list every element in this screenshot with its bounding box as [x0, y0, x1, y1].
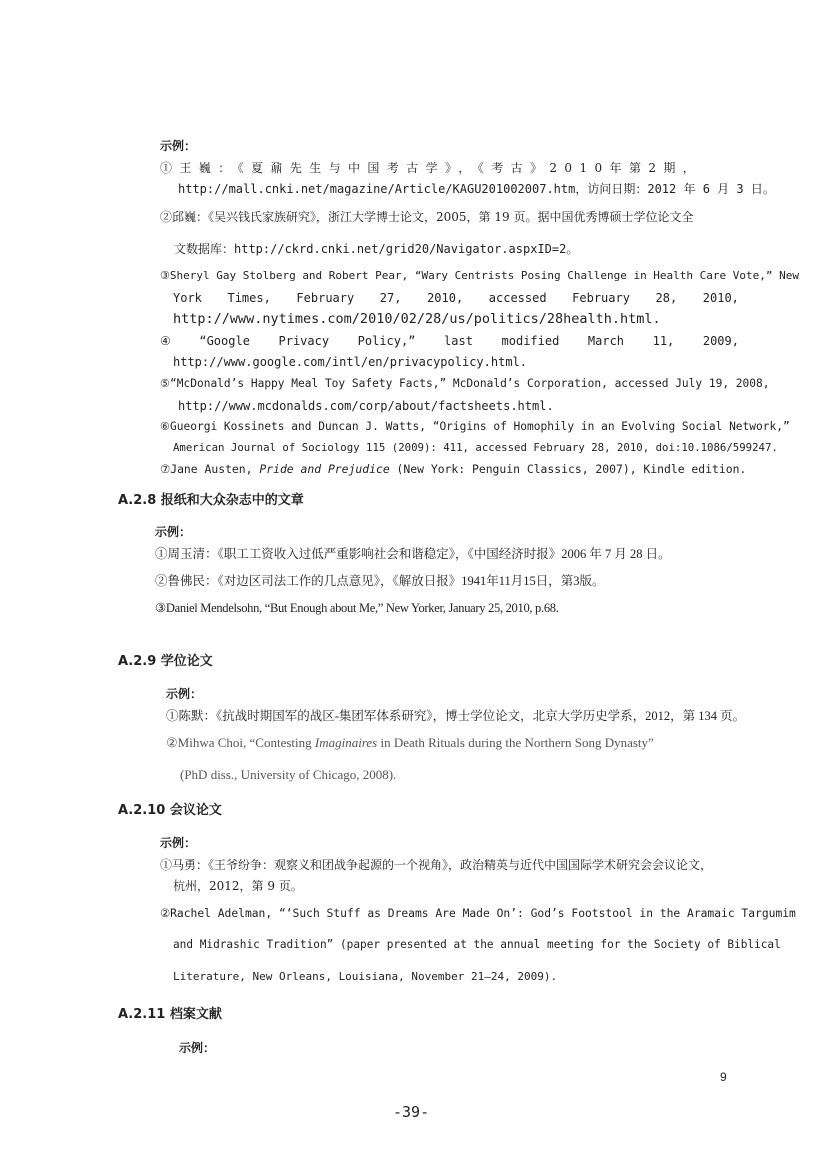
citation-line: ②Rachel Adelman, “‘Such Stuff as Dreams Are Made On’: God’s Footstool in the Aramaic Targumim [160, 907, 796, 920]
word: 2009, [702, 334, 739, 348]
outer-page-number: -39- [393, 1103, 430, 1121]
citation-line: (PhD diss., University of Chicago, 2008). [180, 767, 397, 782]
citation-line: American Journal of Sociology 115 (2009): 411, accessed February 28, 2010, doi:10.1086/599247. [173, 441, 778, 454]
word: modified [501, 334, 560, 348]
text: (New York: Penguin Classics, 2007), Kindle edition. [389, 462, 747, 476]
word: “Google [199, 334, 250, 348]
citation-line: ②鲁佛民：《对边区司法工作的几点意见》，《解放日报》1941年11月15日，第3版。 [155, 574, 605, 588]
text: ②Mihwa Choi, “Contesting [166, 735, 315, 750]
citation-line: ①周玉清：《职工工资收入过低严重影响社会和谐稳定》，《中国经济时报》2006 年 7 月 28 日。 [155, 547, 671, 561]
section-heading: A.2.9 学位论文 [118, 654, 213, 669]
section-heading: A.2.8 报纸和大众杂志中的文章 [118, 493, 304, 508]
word: 27, [379, 291, 402, 305]
citation-line: and Midrashic Tradition” (paper presented at the annual meeting for the Society of Biblical [173, 938, 781, 951]
citation-line: ⑤“McDonald’s Happy Meal Toy Safety Facts,” McDonald’s Corporation, accessed July 19, 2008, [160, 377, 770, 390]
text: ⑦Jane Austen, [160, 462, 260, 476]
word: Times, [227, 291, 271, 305]
word: Policy,” [357, 334, 416, 348]
book-title: Pride and Prejudice [259, 462, 390, 476]
text: in Death Rituals during the Northern Song Dynasty” [377, 735, 654, 750]
citation-line: ⑥Gueorgi Kossinets and Duncan J. Watts, “Origins of Homophily in an Evolving Social Network,” [160, 420, 790, 433]
word: 2010, [427, 291, 464, 305]
citation-line [160, 333, 739, 349]
citation-line [160, 461, 746, 477]
title-italic: Imaginaires [314, 735, 378, 750]
word: February [296, 291, 355, 305]
example-label: 示例： [160, 836, 197, 850]
word: February [572, 291, 630, 305]
example-label: 示例： [166, 687, 203, 701]
citation-line: ①陈默：《抗战时期国军的战区-集团军体系研究》，博士学位论文，北京大学历史学系，2012，第 134 页。 [166, 709, 746, 723]
example-label: 示例： [160, 139, 197, 153]
word: last [444, 334, 473, 348]
citation-line: ①王巍：《夏鼐先生与中国考古学》，《考古》2010年第2期， [160, 161, 703, 175]
citation-line: ②邱巍：《吴兴钱氏家族研究》，浙江大学博士论文，2005，第 19 页。据中国优秀博硕士学位论文全 [160, 210, 694, 224]
word: accessed [488, 291, 547, 305]
citation-line: http://www.google.com/intl/en/privacypolicy.html. [173, 355, 528, 369]
citation-line [166, 735, 654, 751]
example-label: 示例： [155, 525, 192, 539]
citation-line [173, 290, 739, 306]
citation-url-line: http://www.nytimes.com/2010/02/28/us/politics/28health.html. [173, 311, 661, 327]
citation-line: ③Daniel Mendelsohn, “But Enough about Me,” New Yorker, January 25, 2010, p.68. [155, 601, 559, 615]
word: March [587, 334, 625, 348]
citation-line: ①马勇：《王爷纷争：观察义和团战争起源的一个视角》，政治精英与近代中国国际学术研究会会议论文， [160, 858, 713, 872]
word: York [173, 291, 202, 305]
citation-line: 文数据库：http://ckrd.cnki.net/grid20/Navigator.aspxID=2。 [174, 242, 579, 256]
citation-line: http://www.mcdonalds.com/corp/about/factsheets.html. [178, 399, 554, 413]
word: 28, [655, 291, 678, 305]
section-heading: A.2.10 会议论文 [118, 803, 222, 818]
citation-line: http://mall.cnki.net/magazine/Article/KAGU201002007.htm，访问日期：2012 年 6 月 3 日。 [178, 182, 775, 196]
word: Privacy [278, 334, 330, 348]
citation-line: Literature, New Orleans, Louisiana, November 21–24, 2009). [173, 970, 558, 983]
section-heading: A.2.11 档案文献 [118, 1007, 222, 1022]
citation-line: ③Sheryl Gay Stolberg and Robert Pear, “Wary Centrists Posing Challenge in Health Care Vote,” New [160, 269, 800, 282]
word: ④ [160, 334, 171, 348]
citation-line: 杭州，2012，第 9 页。 [173, 879, 303, 893]
example-label: 示例： [179, 1041, 216, 1055]
inner-page-number: 9 [720, 1070, 727, 1084]
word: 11, [652, 334, 675, 348]
word: 2010, [702, 291, 739, 305]
